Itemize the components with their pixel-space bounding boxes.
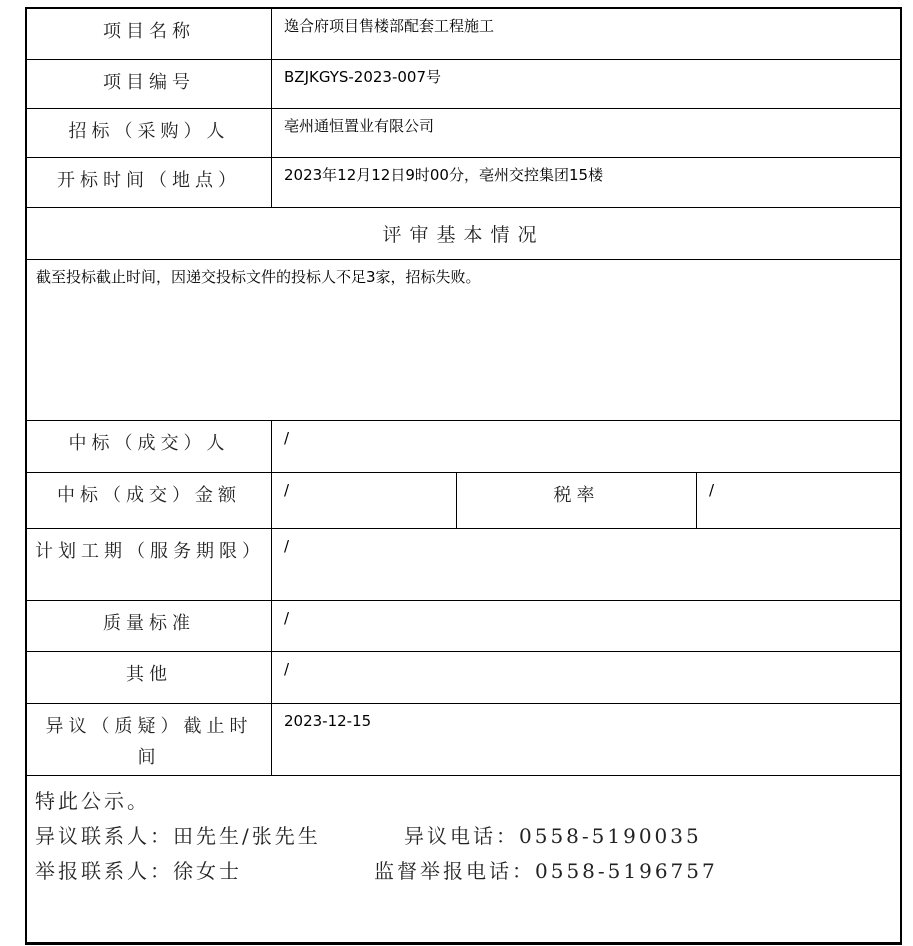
report-phone: 监督举报电话：0558-5196757 — [374, 859, 718, 883]
row-footer — [27, 775, 900, 942]
row-objection-deadline — [27, 703, 900, 775]
footer-line-report-contact — [35, 854, 890, 889]
footer-notes — [27, 776, 900, 942]
row-bid-opening — [27, 157, 900, 207]
project-number-label: 项目编号 — [27, 60, 272, 108]
review-result-text: 截至投标截止时间，因递交投标文件的投标人不足3家，招标失败。 — [36, 268, 481, 286]
footer-line-announcement — [35, 784, 890, 819]
objection-contact: 异议联系人：田先生/张先生 — [35, 824, 321, 848]
row-quality — [27, 600, 900, 651]
row-project-name — [27, 9, 900, 59]
quality-label: 质量标准 — [27, 601, 272, 651]
footer-line-objection-contact — [35, 819, 890, 854]
row-project-number — [27, 59, 900, 108]
winner-value: / — [284, 429, 290, 447]
project-name-value: 逸合府项目售楼部配套工程施工 — [284, 17, 495, 35]
tenderer-label: 招标（采购）人 — [27, 109, 272, 157]
duration-label: 计划工期（服务期限） — [27, 529, 272, 600]
row-amount — [27, 472, 900, 528]
project-name-label: 项目名称 — [27, 9, 272, 59]
announcement-text: 特此公示。 — [35, 789, 150, 813]
tenderer-value: 亳州通恒置业有限公司 — [284, 117, 435, 135]
project-number-value: BZJKGYS-2023-007号 — [284, 68, 442, 86]
row-review-body — [27, 259, 900, 420]
row-duration — [27, 528, 900, 600]
row-winner — [27, 420, 900, 472]
amount-label: 中标（成交）金额 — [27, 473, 272, 528]
objection-deadline-label: 异议（质疑）截止时间 — [27, 704, 272, 775]
announcement-table — [25, 7, 902, 945]
tax-rate-label: 税率 — [457, 473, 697, 528]
row-tenderer — [27, 108, 900, 157]
bid-opening-label: 开标时间（地点） — [27, 158, 272, 207]
row-other — [27, 651, 900, 703]
bid-opening-value: 2023年12月12日9时00分，亳州交控集团15楼 — [284, 166, 604, 184]
report-contact: 举报联系人：徐女士 — [35, 859, 242, 883]
objection-phone: 异议电话：0558-5190035 — [404, 824, 702, 848]
row-review-header — [27, 207, 900, 259]
review-section-title: 评审基本情况 — [382, 224, 545, 246]
duration-value: / — [284, 537, 290, 555]
quality-value: / — [284, 609, 290, 627]
winner-label: 中标（成交）人 — [27, 421, 272, 472]
other-label: 其他 — [27, 652, 272, 703]
tax-rate-value: / — [709, 481, 715, 499]
objection-deadline-value: 2023-12-15 — [284, 712, 372, 730]
other-value: / — [284, 660, 290, 678]
amount-value: / — [272, 473, 457, 528]
